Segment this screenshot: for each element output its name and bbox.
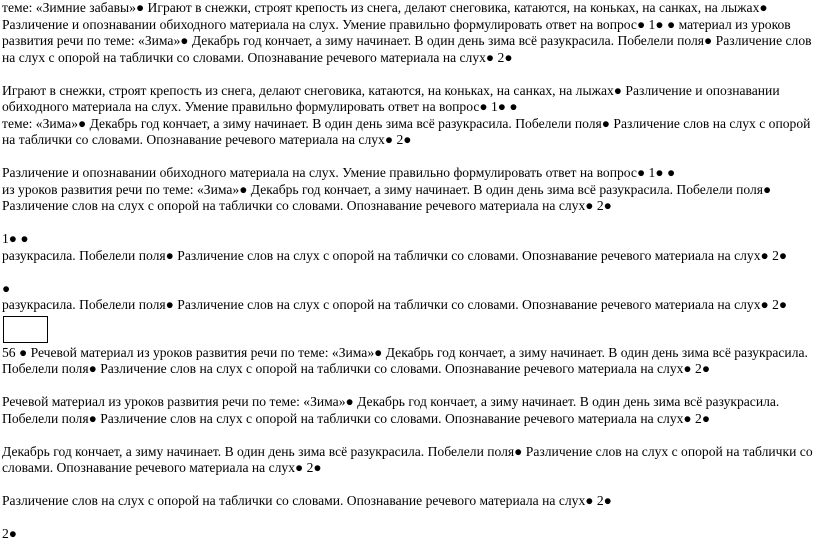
text-line: Речевой материал из уроков развития речи по теме: «Зима»● Декабрь год кончает, а зиму начинает. В один день зима всё разукрасила. Побелели поля● Различение слов на слух с опорой на таблички со словами. Опознавание речевого материала на слух● 2● [2, 394, 780, 426]
text-line: Различение слов на слух с опорой на таблички со словами. Опознавание речевого материала на слух● 2● [2, 493, 612, 508]
text-line: разукрасила. Побелели поля● Различение слов на слух с опорой на таблички со словами. Опознавание речевого материала на слух● 2● [2, 247, 788, 263]
paragraph-8 [2, 444, 814, 477]
paragraph-4 [2, 231, 814, 264]
paragraph-3 [2, 165, 814, 215]
text-line: разукрасила. Побелели поля● Различение слов на слух с опорой на таблички со словами. Опознавание речевого материала на слух● 2● [2, 297, 788, 312]
paragraph-gap [2, 477, 814, 494]
text-line: 56 ● Речевой материал из уроков развития речи по теме: «Зима»● Декабрь год кончает, а зиму начинает. В один день зима всё разукрасила. Побелели поля● Различение слов на слух с опорой на таблички со словами. Опознавание речевого материала на слух● 2● [2, 344, 808, 376]
text-line: Декабрь год кончает, а зиму начинает. В один день зима всё разукрасила. Побелели поля● Различение слов на слух с опорой на таблички со словами. Опознавание речевого материала на слух● 2● [2, 443, 813, 475]
paragraph-2 [2, 83, 814, 149]
paragraph-gap [2, 149, 814, 166]
text-line: из уроков развития речи по теме: «Зима»● Декабрь год кончает, а зиму начинает. В один день зима всё разукрасила. Побелели поля● Различение слов на слух с опорой на таблички со словами. Опознавание речевого материала на слух● 2● [2, 181, 772, 213]
paragraph-gap [2, 264, 814, 281]
paragraph-gap [2, 378, 814, 395]
paragraph-gap [2, 66, 814, 83]
paragraph-6 [2, 345, 814, 378]
empty-frame [3, 316, 48, 343]
paragraph-1 [2, 0, 814, 66]
text-line: Различение и опознавании обиходного материала на слух. Умение правильно формулировать ответ на вопрос● 1● ● [2, 165, 676, 180]
paragraph-5 [2, 281, 814, 314]
text-line: 1● ● [2, 231, 29, 246]
paragraph-7 [2, 394, 814, 427]
paragraph-gap [2, 427, 814, 444]
text-line: теме: «Зимние забавы»● Играют в снежки, строят крепость из снега, делают снеговика, катаются, на коньках, на санках, на лыжах● Различение и опознавании обиходного материала на слух. Умение правильно формулировать ответ на вопрос● 1● ● материал из уроков развития речи по теме: «Зима»● Декабрь год кончает, а зиму начинает. В один день зима всё разукрасила. Побелели поля● Различение слов на слух с опорой на таблички со словами. Опознавание речевого материала на слух● 2● [2, 0, 812, 65]
text-line: теме: «Зима»● Декабрь год кончает, а зиму начинает. В один день зима всё разукрасила. Побелели поля● Различение слов на слух с опорой на таблички со словами. Опознавание речевого материала на слух● 2● [2, 115, 811, 147]
text-line: Играют в снежки, строят крепость из снега, делают снеговика, катаются, на коньках, на санках, на лыжах● Различение и опознавании обиходного материала на слух. Умение правильно формулировать ответ на вопрос● 1● ● [2, 82, 780, 114]
paragraph-gap [2, 215, 814, 232]
text-line: 2● [2, 526, 18, 541]
paragraph-10 [2, 526, 814, 543]
paragraph-9 [2, 493, 814, 510]
text-line: ● [2, 280, 11, 296]
